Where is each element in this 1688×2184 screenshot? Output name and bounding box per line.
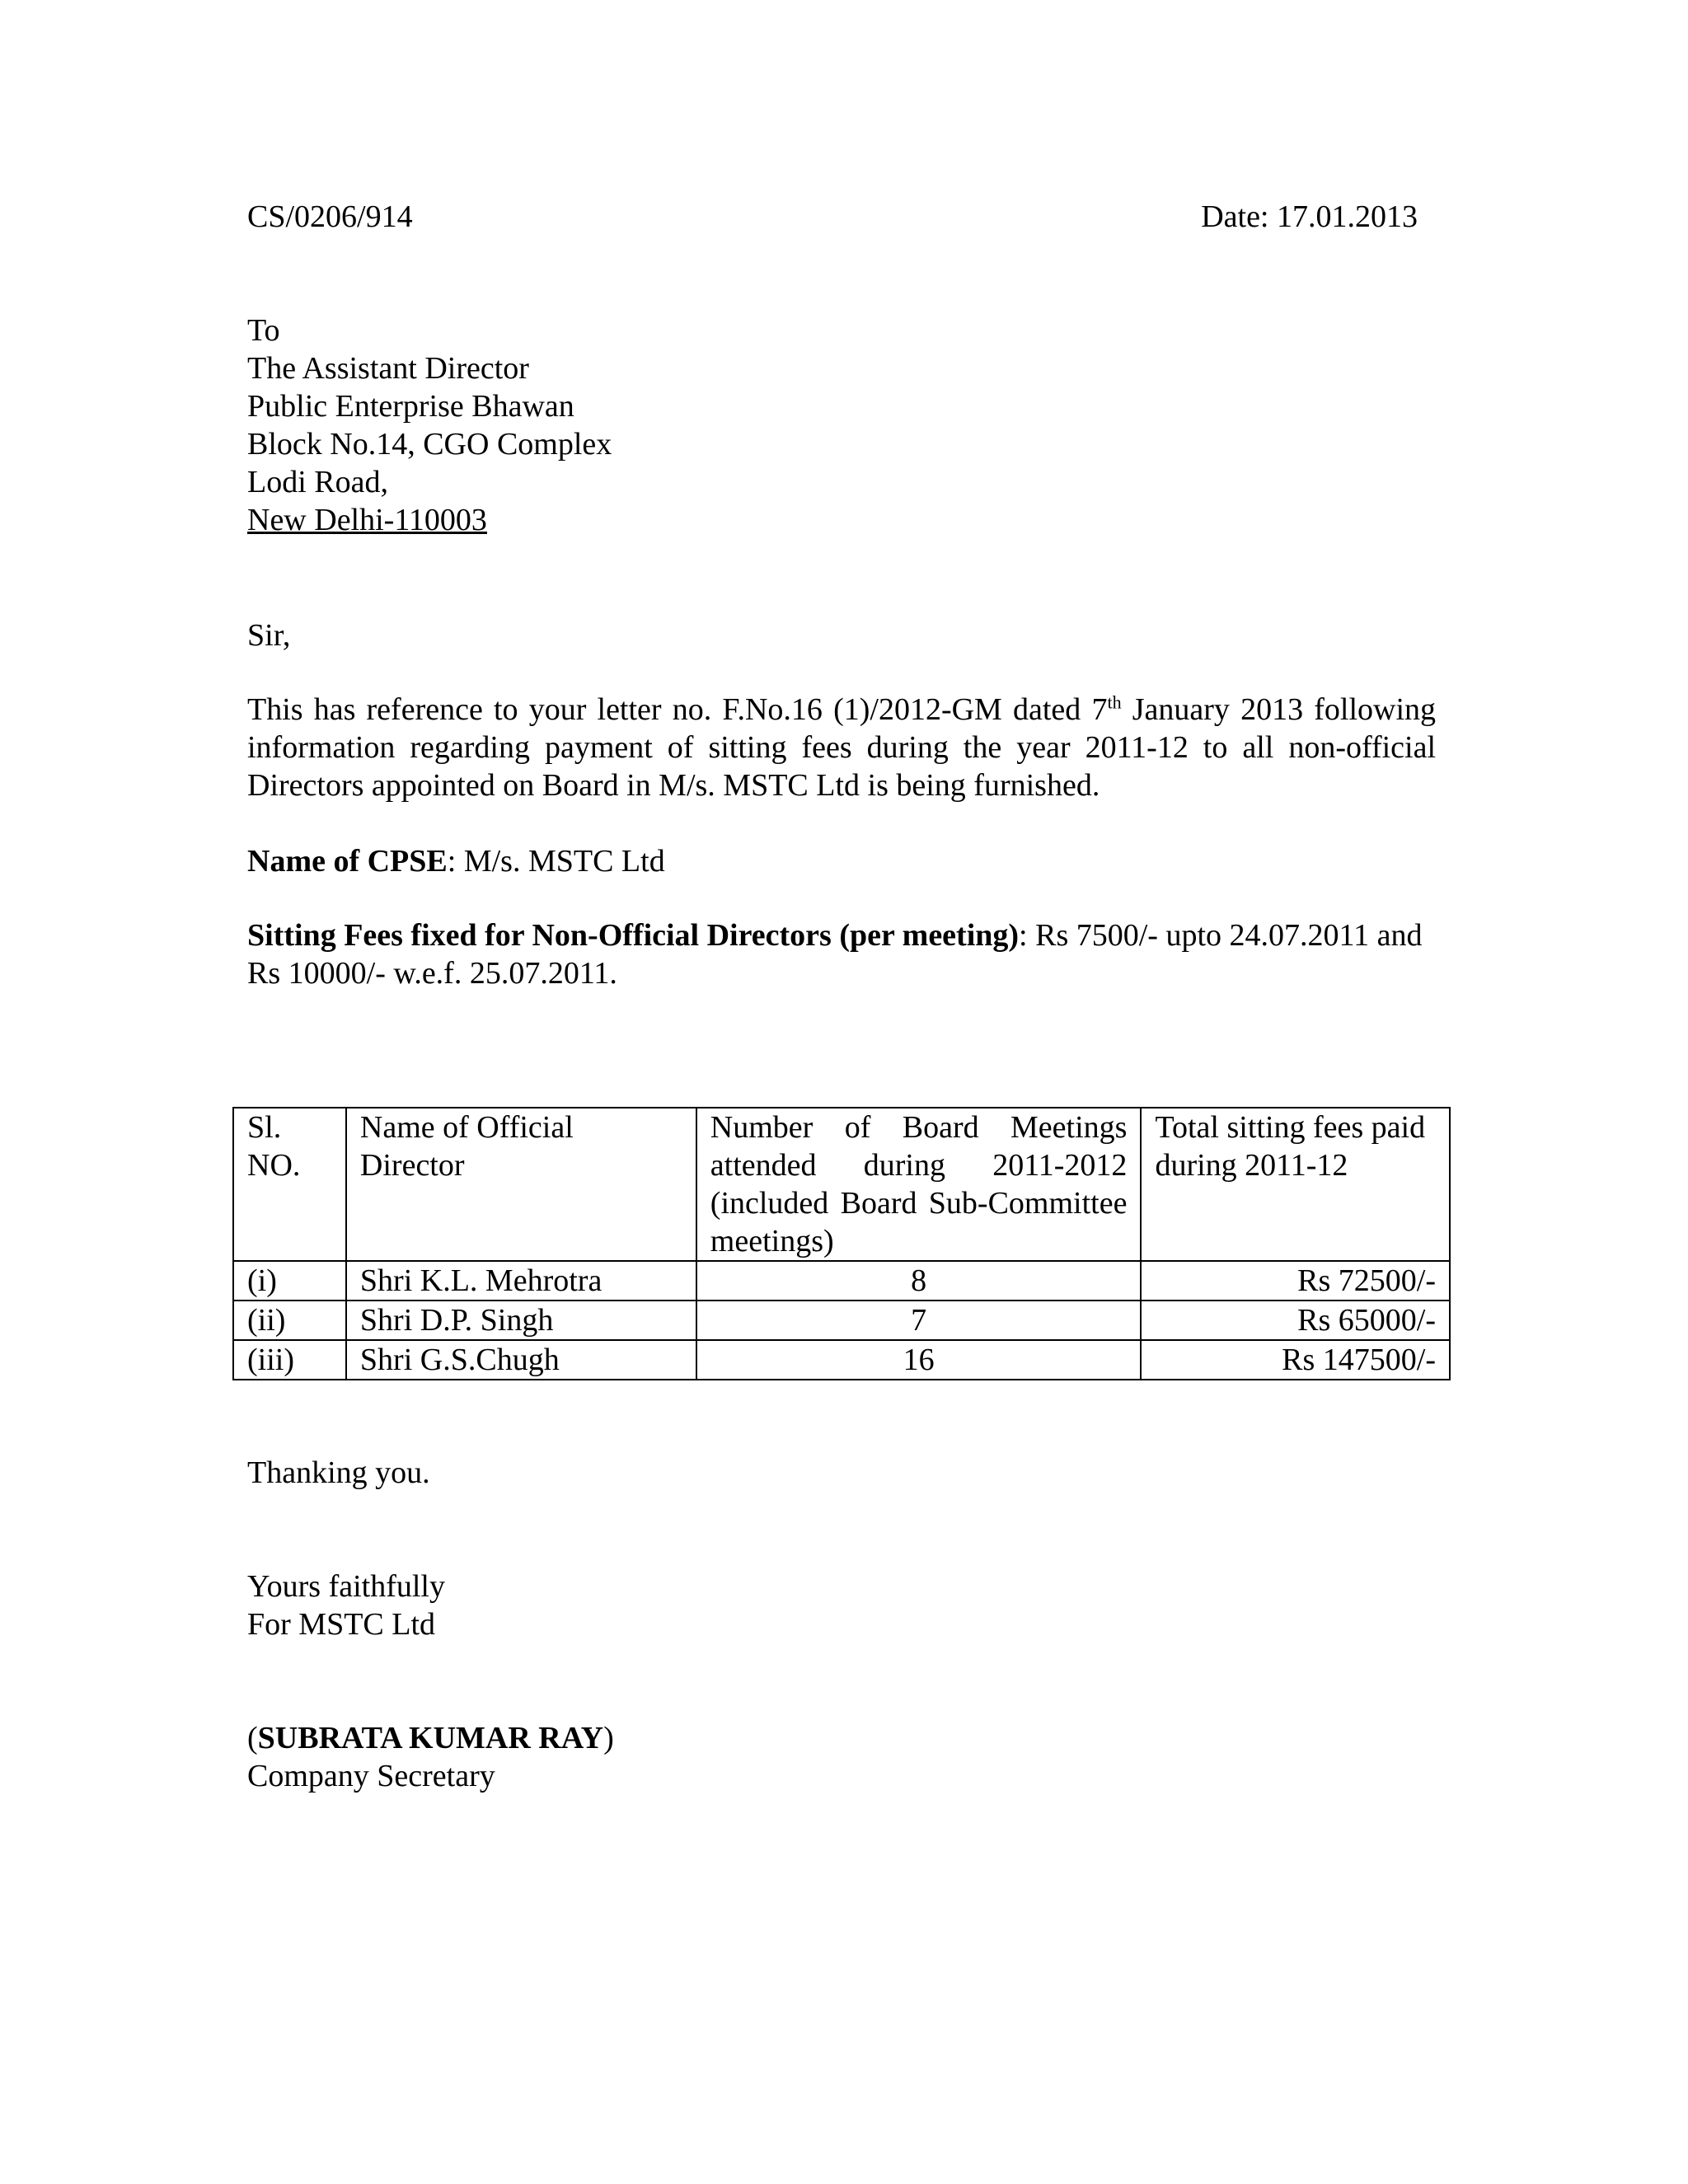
cell-name: Shri K.L. Mehrotra [346,1261,696,1301]
yours-faithfully: Yours faithfully [247,1569,445,1604]
designation: Company Secretary [247,1759,495,1793]
sitting-fees-value: : Rs 7500/- upto 24.07.2011 and Rs 10000/- w.e.f. 25.07.2011. [247,918,1423,991]
table-header-row [233,1108,1450,1261]
cell-total: Rs 147500/- [1141,1340,1450,1380]
address-to: To [247,313,280,348]
cell-sl: (iii) [233,1340,346,1380]
paragraph-text: This has reference to your letter no. F.No.16 (1)/2012-GM dated 7 [247,692,1108,727]
sitting-fees-line [247,916,1436,992]
table-row [233,1261,1450,1301]
sitting-fees-table [232,1107,1451,1380]
header-total: Total sitting fees paid during 2011-12 [1141,1108,1450,1261]
cell-sl: (i) [233,1261,346,1301]
cell-sl: (ii) [233,1301,346,1340]
address-city: New Delhi-110003 [247,503,487,537]
thanks-line: Thanking you. [247,1455,430,1490]
signature-block [247,1719,614,1795]
header-name: Name of Official Director [346,1108,696,1261]
cell-meetings: 8 [696,1261,1142,1301]
cell-name: Shri D.P. Singh [346,1301,696,1340]
paren-open: ( [247,1721,258,1755]
header-sl: Sl. NO. [233,1108,346,1261]
for-company: For MSTC Ltd [247,1607,436,1642]
header-meetings: Number of Board Meetings attended during 2011-2012 (included Board Sub-Committee meetings) [696,1108,1142,1261]
reference-number: CS/0206/914 [247,199,413,234]
table-row [233,1340,1450,1380]
address-line: Public Enterprise Bhawan [247,389,574,424]
address-line: The Assistant Director [247,351,529,386]
ordinal-suffix: th [1107,691,1122,713]
cell-total: Rs 65000/- [1141,1301,1450,1340]
letter-date: Date: 17.01.2013 [1201,199,1418,234]
sitting-fees-label: Sitting Fees fixed for Non-Official Directors (per meeting) [247,918,1020,953]
cell-meetings: 7 [696,1301,1142,1340]
cell-name: Shri G.S.Chugh [346,1340,696,1380]
cpse-label: Name of CPSE [247,844,448,879]
closing-block [247,1568,445,1643]
signatory-name: SUBRATA KUMAR RAY [257,1721,604,1755]
cpse-line [247,842,665,880]
address-line: Block No.14, CGO Complex [247,427,612,462]
cpse-value: : M/s. MSTC Ltd [447,844,665,879]
salutation: Sir, [247,618,291,653]
reference-paragraph [247,691,1436,804]
paren-close: ) [603,1721,614,1755]
table-row [233,1301,1450,1340]
cell-total: Rs 72500/- [1141,1261,1450,1301]
cell-meetings: 16 [696,1340,1142,1380]
recipient-address [247,312,612,539]
address-line: Lodi Road, [247,465,388,499]
paragraph-text: January 2013 following information regarding payment of sitting fees during the year 2011-12 to all non-official Directors appointed on Board in M/s. MSTC Ltd is being furnished. [247,692,1436,803]
